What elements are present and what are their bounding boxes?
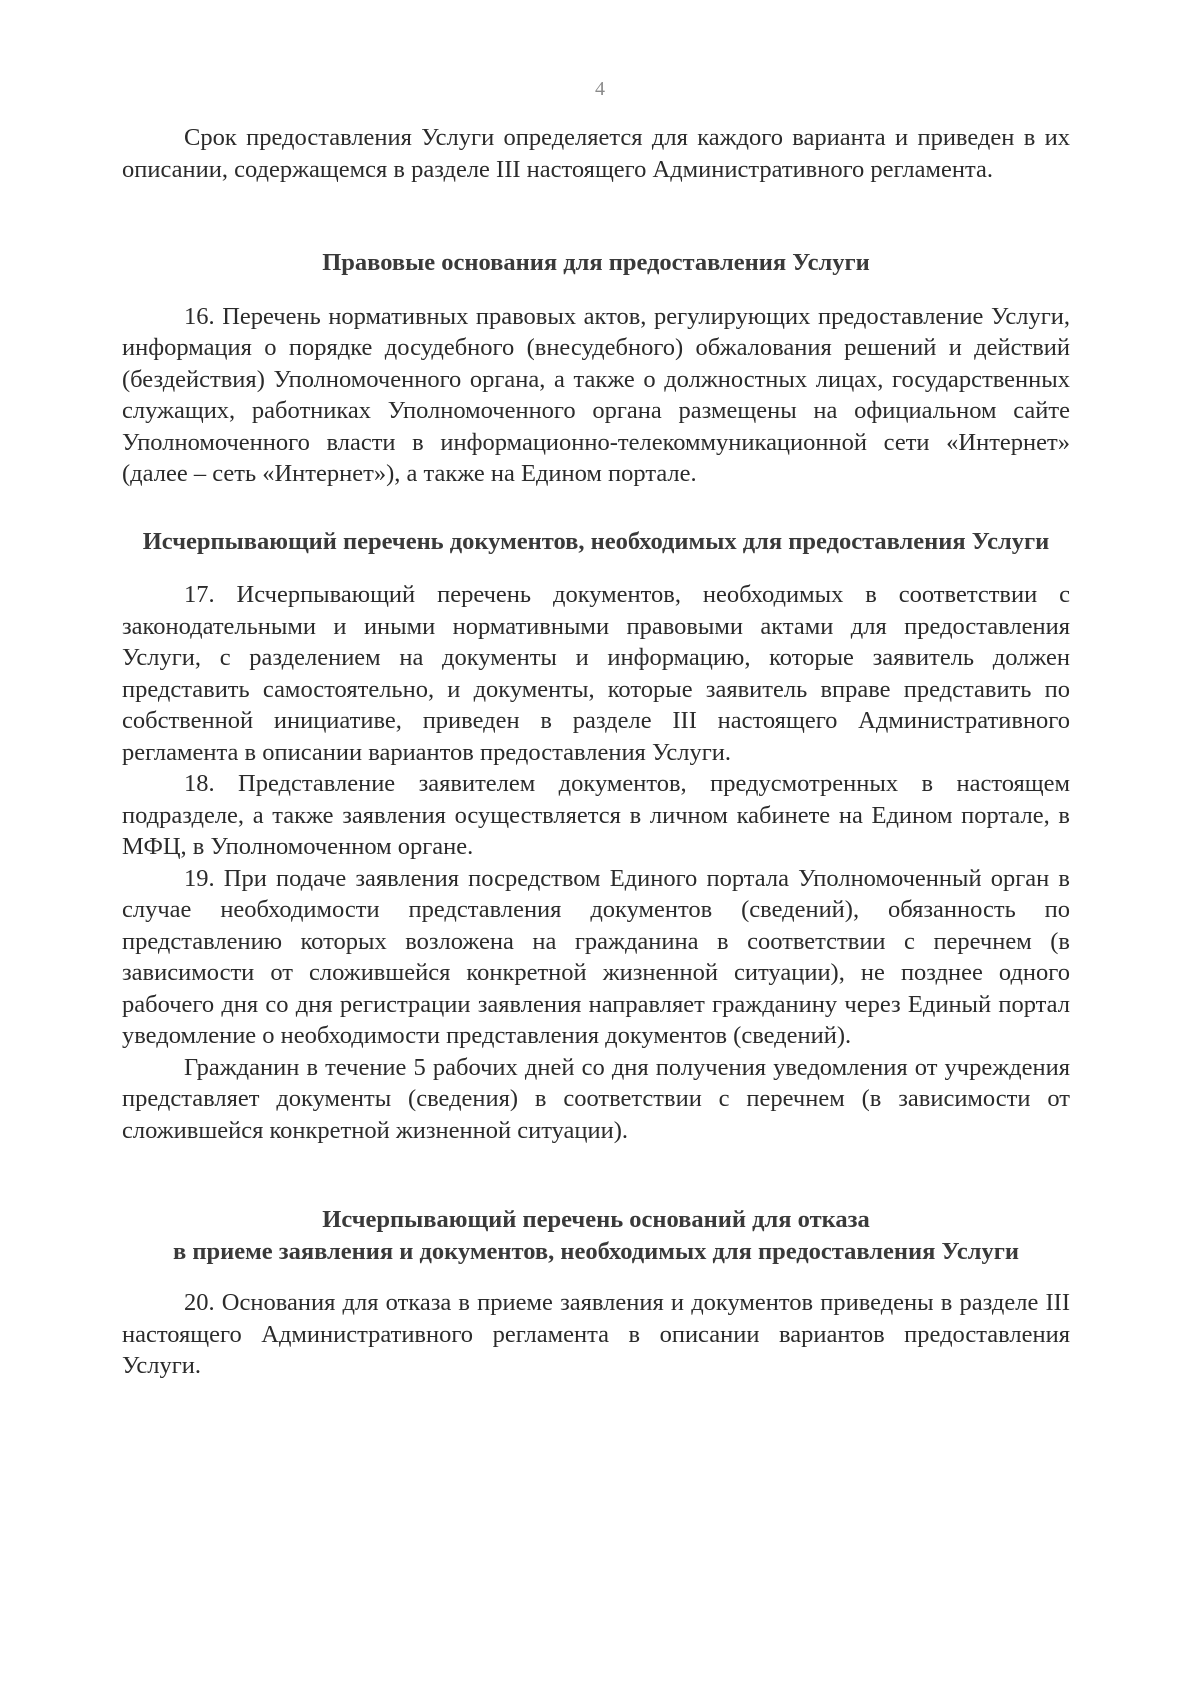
- paragraph-19: 19. При подаче заявления посредством Единого портала Уполномоченный орган в случае необходимости представления документов (сведений), обязанность по представлению которых возложена на гражданина в соответствии с перечнем (в зависимости от сложившейся конкретной жизненной ситуации), не позднее одного рабочего дня со дня регистрации заявления направляет гражданину через Единый портал уведомление о необходимости представления документов (сведений).: [122, 864, 1070, 1049]
- paragraph-18: 18. Представление заявителем документов, предусмотренных в настоящем подразделе, а также заявления осуществляется в личном кабинете на Едином портале, в МФЦ, в Уполномоченном органе.: [122, 770, 1070, 860]
- heading-refusal-grounds: [122, 1204, 1070, 1267]
- paragraph-17: 17. Исчерпывающий перечень документов, необходимых в соответствии с законодательными и иными нормативными правовыми актами для предоставления Услуги, с разделением на документы и информацию, которые заявитель должен представить самостоятельно, и документы, которые заявитель вправе представить по собственной инициативе, приведен в разделе III настоящего Административного регламента в описании вариантов предоставления Услуги.: [122, 581, 1070, 766]
- spacer: [122, 279, 1070, 301]
- paragraph-16: 16. Перечень нормативных правовых актов, регулирующих предоставление Услуги, информация о порядке досудебного (внесудебного) обжалования решений и действий (бездействия) Уполномоченного органа, а также о должностных лицах, государственных служащих, работниках Уполномоченного органа размещены на официальном сайте Уполномоченного власти в информационно-телекоммуникационной сети «Интернет» (далее – сеть «Интернет»), а также на Едином портале.: [122, 302, 1070, 487]
- spacer: [122, 1146, 1070, 1204]
- intro-paragraph: Срок предоставления Услуги определяется для каждого варианта и приведен в их описании, содержащемся в разделе III настоящего Административного регламента.: [122, 124, 1070, 183]
- heading-refusal-grounds-line1: Исчерпывающий перечень оснований для отказа: [322, 1206, 870, 1233]
- heading-documents-list: Исчерпывающий перечень документов, необходимых для предоставления Услуги: [142, 527, 1050, 555]
- spacer: [122, 185, 1070, 247]
- page-content: [122, 122, 1070, 1382]
- page-number: 4: [595, 78, 605, 100]
- spacer: [122, 490, 1070, 526]
- paragraph-20: 20. Основания для отказа в приеме заявления и документов приведены в разделе III настоящего Административного регламента в описании вариантов предоставления Услуги.: [122, 1289, 1070, 1379]
- heading-refusal-grounds-line2: в приеме заявления и документов, необходимых для предоставления Услуги: [173, 1237, 1019, 1265]
- spacer: [122, 1267, 1070, 1287]
- spacer: [122, 557, 1070, 579]
- heading-legal-basis: Правовые основания для предоставления Услуги: [322, 249, 870, 276]
- paragraph-19-continuation: Гражданин в течение 5 рабочих дней со дня получения уведомления от учреждения представляет документы (сведения) в соответствии с перечнем (в зависимости от сложившейся конкретной жизненной ситуации).: [122, 1053, 1070, 1144]
